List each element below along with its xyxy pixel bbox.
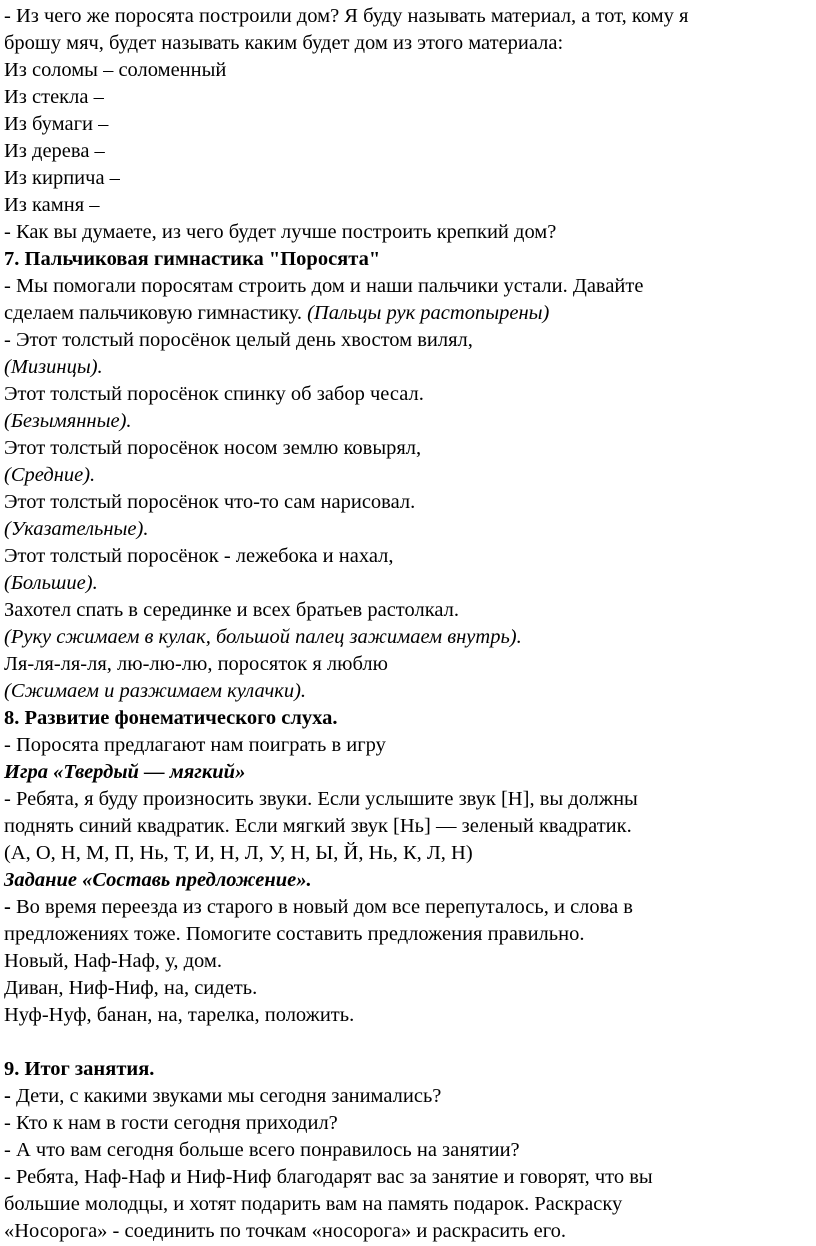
text-line: поднять синий квадратик. Если мягкий звук [Нь] — зеленый квадратик. bbox=[4, 815, 632, 837]
text-segment: сделаем пальчиковую гимнастику. bbox=[4, 302, 302, 324]
text-line: - Кто к нам в гости сегодня приходил? bbox=[4, 1112, 338, 1134]
instruction-note: (Безымянные). bbox=[4, 410, 132, 432]
instruction-note: (Мизинцы). bbox=[4, 356, 103, 378]
instruction-note: (Указательные). bbox=[4, 518, 149, 540]
text-line: Захотел спать в серединке и всех братьев растолкал. bbox=[4, 599, 459, 621]
dash-bold: - bbox=[4, 1085, 11, 1107]
text-line: - Ребята, я буду произносить звуки. Если услышите звук [Н], вы должны bbox=[4, 788, 638, 810]
instruction-note: (Средние). bbox=[4, 464, 96, 486]
text-line: предложениях тоже. Помогите составить предложения правильно. bbox=[4, 923, 585, 945]
text-line: - Этот толстый поросёнок целый день хвостом вилял, bbox=[4, 329, 473, 351]
text-line: Этот толстый поросёнок носом землю ковырял, bbox=[4, 437, 422, 459]
instruction-note: (Руку сжимаем в кулак, большой палец зажимаем внутрь). bbox=[4, 626, 522, 648]
instruction-note: (Большие). bbox=[4, 572, 98, 594]
text-line: Этот толстый поросёнок спинку об забор чесал. bbox=[4, 383, 424, 405]
text-line: Нуф-Нуф, банан, на, тарелка, положить. bbox=[4, 1004, 355, 1026]
game-title: Игра «Твердый — мягкий» bbox=[4, 761, 246, 783]
text-line: Новый, Наф-Наф, у, дом. bbox=[4, 950, 223, 972]
text-line: - А что вам сегодня больше всего понравилось на занятии? bbox=[4, 1139, 520, 1161]
text-segment: Дети, с какими звуками мы сегодня занимались? bbox=[10, 1085, 442, 1107]
text-line: большие молодцы, и хотят подарить вам на память подарок. Раскраску bbox=[4, 1193, 623, 1215]
text-line: брошу мяч, будет называть каким будет дом из этого материала: bbox=[4, 32, 564, 54]
text-line: «Носорога» - соединить по точкам «носорога» и раскрасить его. bbox=[4, 1220, 567, 1242]
text-line: Из кирпича – bbox=[4, 167, 120, 189]
text-line bbox=[4, 300, 549, 327]
text-line: Этот толстый поросёнок что-то сам нарисовал. bbox=[4, 491, 416, 513]
text-line: - Ребята, Наф-Наф и Ниф-Ниф благодарят вас за занятие и говорят, что вы bbox=[4, 1166, 653, 1188]
text-line: Из бумаги – bbox=[4, 113, 109, 135]
text-line: Из стекла – bbox=[4, 86, 104, 108]
text-line bbox=[4, 894, 633, 921]
text-line: (А, О, Н, М, П, Нь, Т, И, Н, Л, У, Н, Ы, Й, Нь, К, Л, Н) bbox=[4, 842, 473, 864]
text-line bbox=[4, 1083, 441, 1110]
text-line: - Мы помогали поросятам строить дом и наши пальчики устали. Давайте bbox=[4, 275, 644, 297]
section-heading: 9. Итог занятия. bbox=[4, 1058, 155, 1080]
section-heading: 7. Пальчиковая гимнастика "Поросята" bbox=[4, 248, 381, 270]
dash-bold: - bbox=[4, 896, 11, 918]
task-title: Задание «Составь предложение». bbox=[4, 869, 312, 891]
text-line: Из дерева – bbox=[4, 140, 105, 162]
text-line: - Как вы думаете, из чего будет лучше построить крепкий дом? bbox=[4, 221, 557, 243]
text-line: Этот толстый поросёнок - лежебока и нахал, bbox=[4, 545, 394, 567]
instruction-note: (Пальцы рук растопырены) bbox=[307, 302, 550, 324]
text-line: Из соломы – соломенный bbox=[4, 59, 227, 81]
section-heading: 8. Развитие фонематического слуха. bbox=[4, 707, 338, 729]
text-segment: Во время переезда из старого в новый дом все перепуталось, и слова в bbox=[10, 896, 633, 918]
instruction-note: (Сжимаем и разжимаем кулачки). bbox=[4, 680, 307, 702]
text-line: - Из чего же поросята построили дом? Я буду называть материал, а тот, кому я bbox=[4, 5, 689, 27]
text-line: Ля-ля-ля-ля, лю-лю-лю, поросяток я люблю bbox=[4, 653, 388, 675]
text-line: - Поросята предлагают нам поиграть в игру bbox=[4, 734, 386, 756]
text-line: Из камня – bbox=[4, 194, 100, 216]
text-line: Диван, Ниф-Ниф, на, сидеть. bbox=[4, 977, 258, 999]
